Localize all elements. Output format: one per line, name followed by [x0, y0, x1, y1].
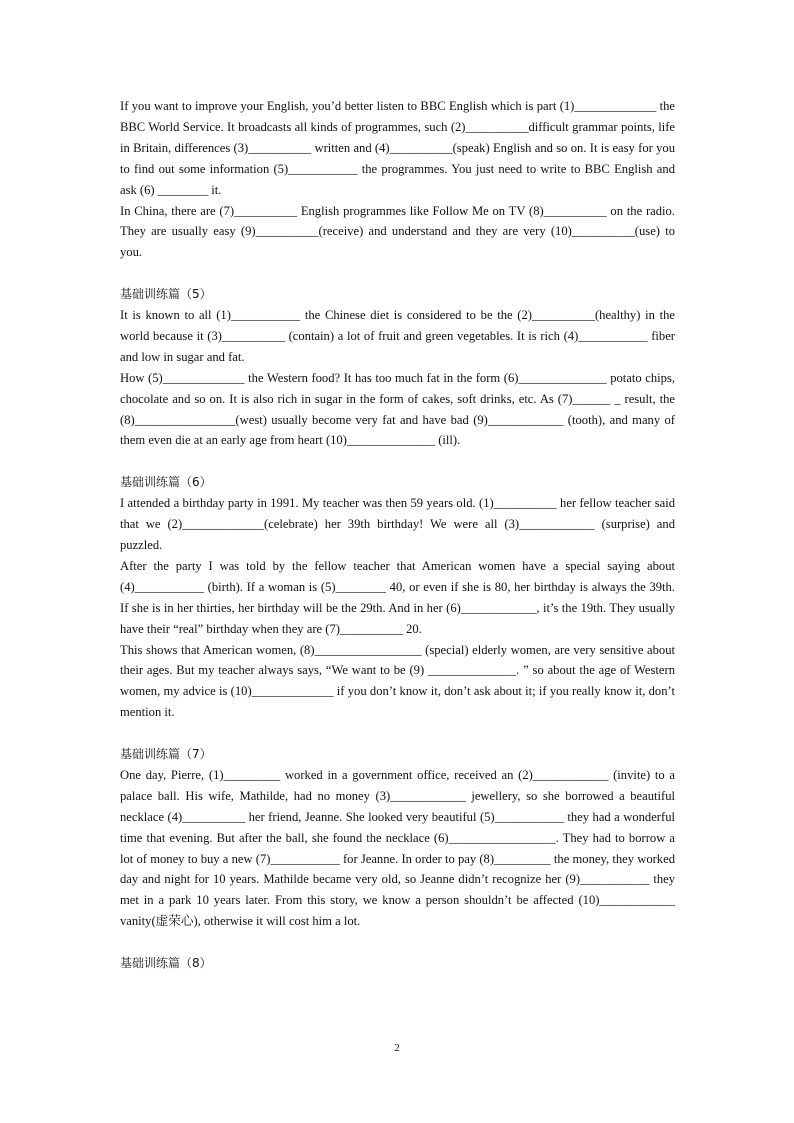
section-exercise-7	[120, 744, 675, 932]
document-page	[120, 96, 675, 974]
paragraph: How (5)_____________ the Western food? It has too much fat in the form (6)______________ potato chips, chocolate and so on. It is also rich in sugar in the form of cakes, soft drinks, etc. As (7)______ _ result, the (8)________________(west) usually become very fat and have bad (9)____________ (tooth), and many of them even die at an early age from heart (10)______________ (ill).	[120, 370, 675, 448]
section-heading: 基础训练篇（5）	[120, 287, 212, 302]
section-heading: 基础训练篇（6）	[120, 475, 212, 490]
section-heading: 基础训练篇（8）	[120, 956, 212, 971]
paragraph: It is known to all (1)___________ the Chinese diet is considered to be the (2)__________(healthy) in the world because it (3)__________ (contain) a lot of fruit and green vegetables. It is rich (4)___________ fiber and low in sugar and fat.	[120, 308, 675, 364]
paragraph: One day, Pierre, (1)_________ worked in a government office, received an (2)____________ (invite) to a palace ball. His wife, Mathilde, had no money (3)____________ jewellery, so she borrowed a beautiful necklace (4)__________ her friend, Jeanne. She looked very beautiful (5)___________ they had a wonderful time that evening. But after the ball, she found the necklace (6)_________________. They had to borrow a lot of money to buy a new (7)___________ for Jeanne. In order to pay (8)_________ the money, they worked day and night for 10 years. Mathilde became very old, so Jeanne didn’t recognize her (9)___________ they met in a park 10 years later. From this story, we know a person shouldn’t be affected (10)____________ vanity(虚荣心), otherwise it will cost him a lot.	[120, 767, 675, 929]
paragraph: I attended a birthday party in 1991. My teacher was then 59 years old. (1)__________ her fellow teacher said that we (2)_____________(celebrate) her 39th birthday! We were all (3)____________ (surprise) and puzzled.	[120, 496, 675, 552]
section-exercise-5	[120, 284, 675, 451]
paragraph: After the party I was told by the fellow teacher that American women have a special saying about (4)___________ (birth). If a woman is (5)________ 40, or even if she is 80, her birthday is always the 39th. If she is in her thirties, her birthday will be the 29th. And in her (6)____________, it’s the 19th. They usually have their “real” birthday when they are (7)__________ 20.	[120, 558, 675, 636]
paragraph: This shows that American women, (8)_________________ (special) elderly women, are very sensitive about their ages. But my teacher always says, “We want to be (9) ______________. ” so about the age of Western women, my advice is (10)_____________ if you don’t know it, don’t ask about it; if you really know it, don’t mention it.	[120, 642, 675, 720]
page-number: 2	[394, 1042, 400, 1054]
section-exercise-8	[120, 953, 675, 974]
paragraph: If you want to improve your English, you’d better listen to BBC English which is part (1)_____________ the BBC World Service. It broadcasts all kinds of programmes, such (2)__________difficult grammar points, life in Britain, differences (3)__________ written and (4)__________(speak) English and so on. It is easy for you to find out some information (5)___________ the programmes. You just need to write to BBC English and ask (6) ________ it.	[120, 99, 675, 197]
paragraph: In China, there are (7)__________ English programmes like Follow Me on TV (8)__________ on the radio. They are usually easy (9)__________(receive) and understand and they are very (10)__________(use) to you.	[120, 203, 675, 260]
section-heading: 基础训练篇（7）	[120, 747, 212, 762]
section-bbc-english	[120, 96, 675, 263]
section-exercise-6	[120, 472, 675, 723]
